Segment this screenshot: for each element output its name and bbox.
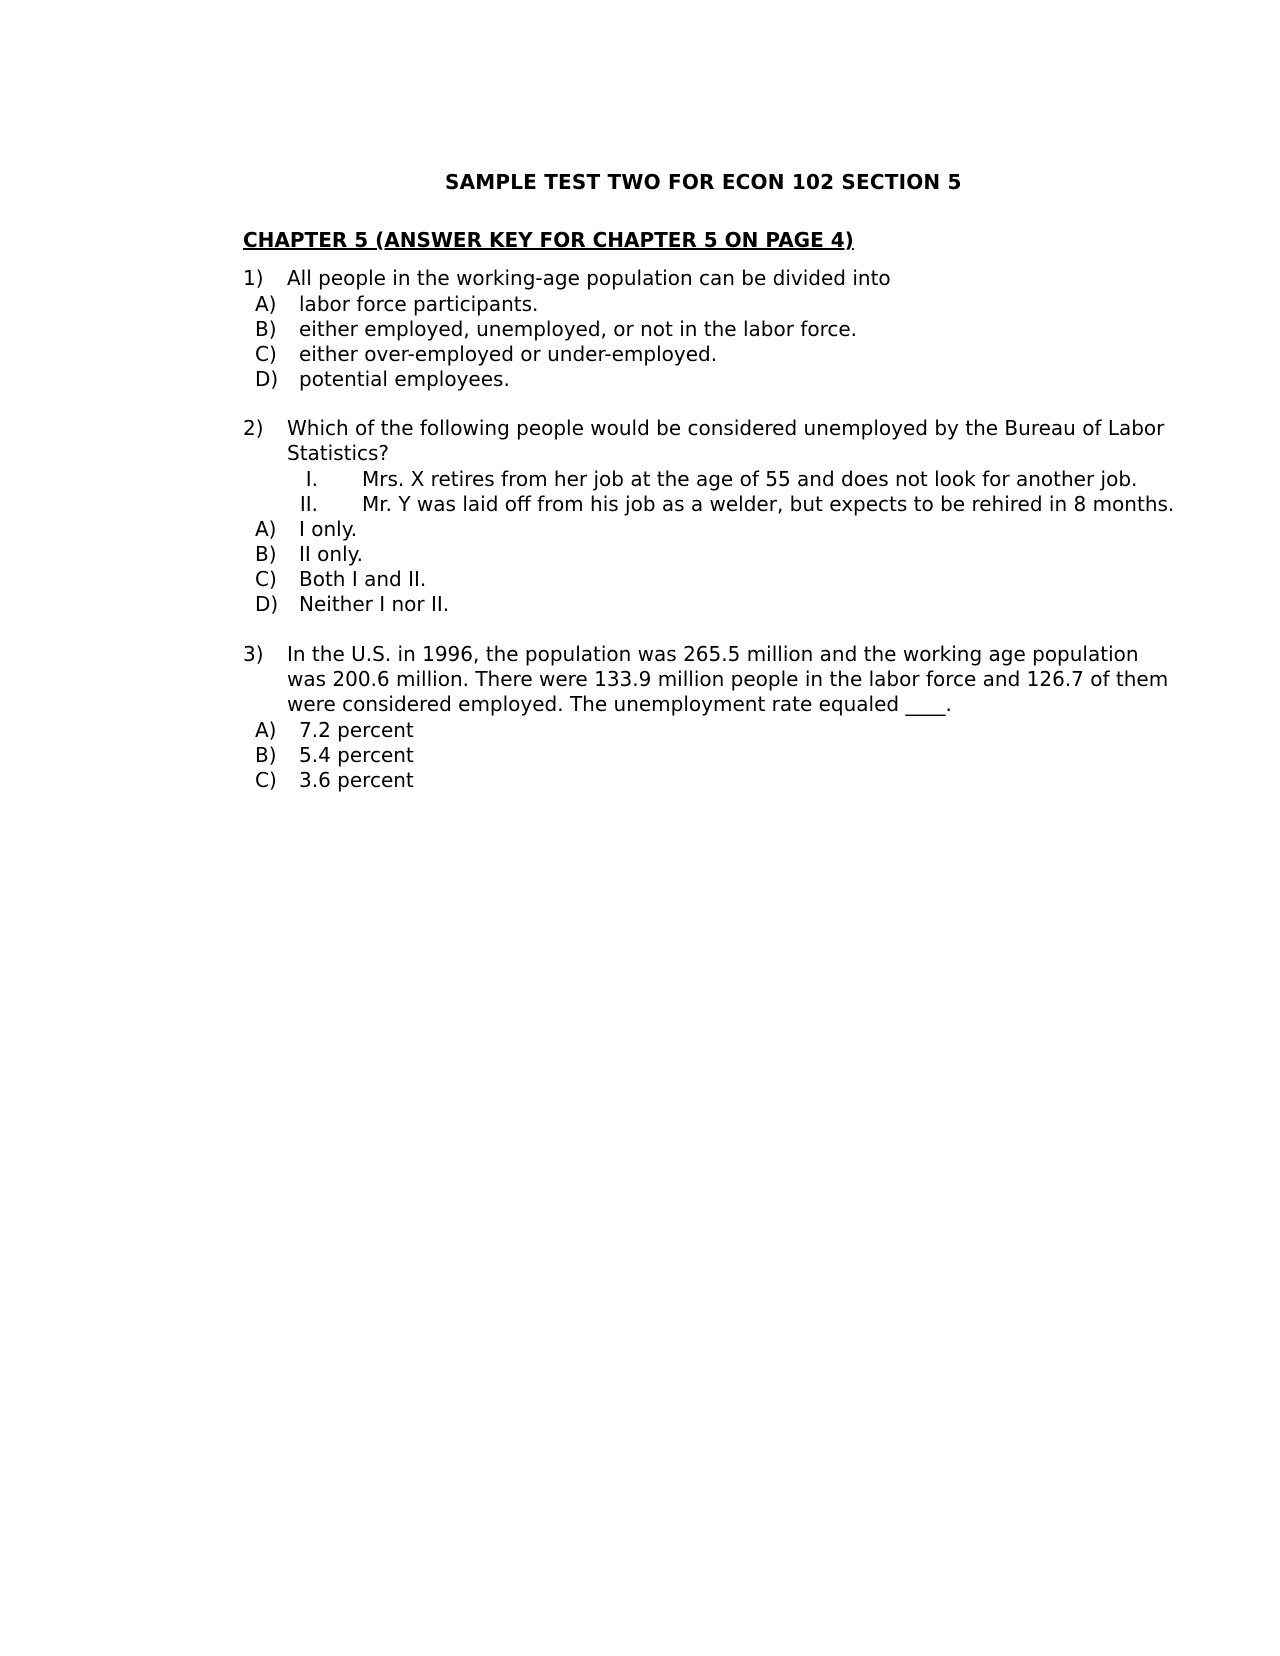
statement-numeral: II.: [299, 492, 318, 516]
statement-text: Mrs. X retires from her job at the age of 55 and does not look for another job.: [362, 467, 1138, 491]
chapter-heading: CHAPTER 5 (ANSWER KEY FOR CHAPTER 5 ON PAGE 4): [243, 228, 854, 252]
statement-text: Mr. Y was laid off from his job as a welder, but expects to be rehired in 8 months.: [362, 492, 1175, 516]
answer-option: [243, 342, 1183, 367]
answer-option: [243, 542, 1183, 567]
option-letter: A): [255, 292, 277, 316]
option-text: II only.: [299, 542, 363, 566]
option-text: 3.6 percent: [299, 768, 414, 792]
option-letter: B): [255, 542, 277, 566]
option-text: Neither I nor II.: [299, 592, 450, 616]
option-text: 7.2 percent: [299, 718, 414, 742]
option-letter: D): [255, 367, 279, 391]
question-text: Which of the following people would be considered unemployed by the Bureau of Labor Statistics?: [287, 416, 1165, 465]
page-title: SAMPLE TEST TWO FOR ECON 102 SECTION 5: [445, 170, 962, 194]
option-letter: C): [255, 567, 277, 591]
option-text: Both I and II.: [299, 567, 427, 591]
option-letter: B): [255, 743, 277, 767]
answer-option: [243, 292, 1183, 317]
question-2: [243, 416, 1183, 617]
option-letter: A): [255, 718, 277, 742]
option-text: I only.: [299, 517, 358, 541]
answer-option: [243, 718, 1183, 743]
question-3: [243, 642, 1183, 793]
answer-option: [243, 592, 1183, 617]
answer-option: [243, 567, 1183, 592]
question-stem: [243, 642, 1183, 717]
option-letter: C): [255, 768, 277, 792]
option-letter: B): [255, 317, 277, 341]
option-text: 5.4 percent: [299, 743, 414, 767]
question-text: In the U.S. in 1996, the population was 265.5 million and the working age population was 200.6 million. There were 133.9 million people in the labor force and 126.7 of them were considered employed. The unemployment rate equaled ____.: [287, 642, 1169, 716]
answer-option: [243, 768, 1183, 793]
question-number: 1): [243, 266, 264, 290]
option-text: potential employees.: [299, 367, 510, 391]
option-text: labor force participants.: [299, 292, 539, 316]
statement-numeral: I.: [305, 467, 318, 491]
question-stem: [243, 266, 1183, 291]
option-text: either over-employed or under-employed.: [299, 342, 718, 366]
answer-option: [243, 743, 1183, 768]
question-number: 3): [243, 642, 264, 666]
question-number: 2): [243, 416, 264, 440]
statement-row: [243, 467, 1183, 492]
question-text: All people in the working-age population can be divided into: [287, 266, 891, 290]
answer-option: [243, 367, 1183, 392]
question-1: [243, 266, 1183, 392]
answer-option: [243, 317, 1183, 342]
option-letter: A): [255, 517, 277, 541]
statement-row: [243, 492, 1183, 517]
option-letter: D): [255, 592, 279, 616]
option-letter: C): [255, 342, 277, 366]
option-text: either employed, unemployed, or not in the labor force.: [299, 317, 858, 341]
answer-option: [243, 517, 1183, 542]
question-stem: [243, 416, 1183, 466]
